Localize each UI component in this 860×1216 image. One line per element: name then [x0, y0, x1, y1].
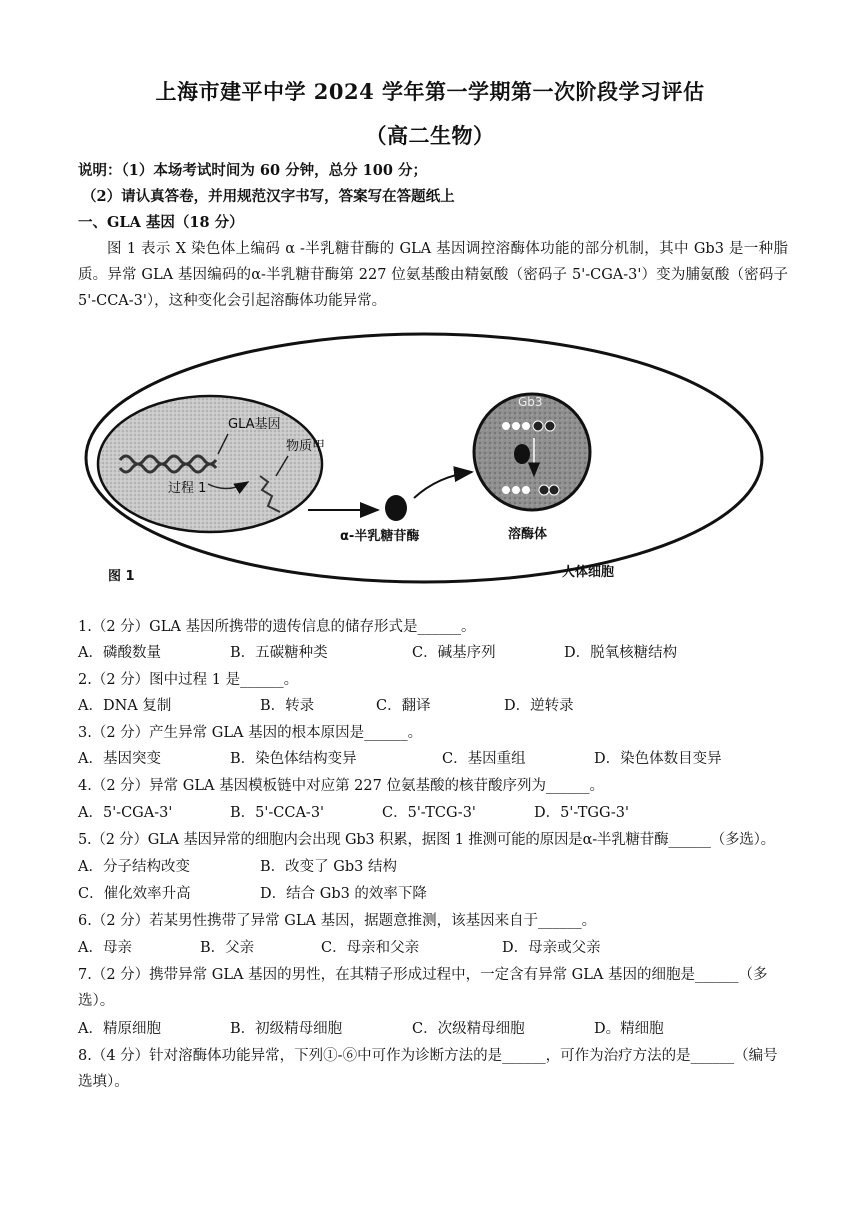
option-c: C．次级精母细胞 [412, 1021, 525, 1037]
option-a: A．磷酸数量 [78, 645, 161, 661]
option-c: C．催化效率升高 [78, 886, 191, 902]
question-2: 2.（2 分）图中过程 1 是______。 [78, 672, 299, 688]
option-b: B．染色体结构变异 [230, 751, 357, 767]
question-1: 1.（2 分）GLA 基因所携带的遗传信息的储存形式是______。 [78, 619, 476, 635]
lysosome [474, 394, 590, 510]
option-a: A．分子结构改变 [78, 859, 190, 875]
option-d: D．5'-TGG-3' [534, 805, 629, 821]
option-b: B．五碳糖种类 [230, 645, 328, 661]
option-b: B．5'-CCA-3' [230, 805, 325, 821]
option-c: C．母亲和父亲 [321, 940, 420, 956]
option-a: A．母亲 [78, 940, 132, 956]
page-subtitle: （高二生物） [365, 123, 495, 148]
section-intro: 图 1 表示 X 染色体上编码 α -半乳糖苷酶的 GLA 基因调控溶酶体功能的部分机制，其中 Gb3 是一种脂质。异常 GLA 基因编码的α-半乳糖苷酶第 227 位氨基酸由精氨酸（密码子 5'-CGA-3'）变为脯氨酸（密码子 5'-CCA-3'），这种变化会引起溶酶体功能异常。 [78, 241, 788, 309]
label-cell: 人体细胞 [562, 565, 615, 580]
option-d: D．染色体数目变异 [594, 751, 722, 767]
question-1-options [78, 640, 790, 666]
label-gb3: Gb3 [518, 395, 543, 409]
question-7: 7.（2 分）携带异常 GLA 基因的男性，在其精子形成过程中，一定含有异常 GLA 基因的细胞是______（多选）。 [78, 967, 768, 1009]
option-a: A．基因突变 [78, 751, 161, 767]
option-b: B．转录 [260, 698, 315, 714]
option-d: D。精细胞 [594, 1021, 664, 1037]
option-b: B．父亲 [200, 940, 255, 956]
label-process-1: 过程 1 [168, 481, 207, 496]
option-d: D．脱氧核糖结构 [564, 645, 678, 661]
label-figure-1: 图 1 [108, 569, 135, 584]
option-d: D．母亲或父亲 [502, 940, 601, 956]
option-d: D．逆转录 [504, 698, 574, 714]
option-c: C．碱基序列 [412, 645, 496, 661]
question-8: 8.（4 分）针对溶酶体功能异常，下列①-⑥中可作为诊断方法的是______，可作为治疗方法的是______（编号选填）。 [78, 1048, 778, 1090]
instruction-line-2: （2）请认真答卷，并用规范汉字书写，答案写在答题纸上 [82, 188, 455, 205]
option-a: A．DNA 复制 [78, 698, 172, 714]
enzyme-in-lysosome-icon [514, 444, 530, 464]
enzyme-icon [385, 495, 407, 521]
option-b: B．改变了 Gb3 结构 [260, 859, 397, 875]
question-2-options [78, 693, 790, 719]
section-heading: 一、GLA 基因（18 分） [78, 214, 244, 231]
question-5-options-row-2 [78, 881, 790, 907]
option-c: C．5'-TCG-3' [382, 805, 476, 821]
question-6-options [78, 935, 790, 961]
figure-1 [78, 326, 788, 594]
question-5: 5.（2 分）GLA 基因异常的细胞内会出现 Gb3 积累，据图 1 推测可能的原因是α-半乳糖苷酶______（多选）。 [78, 832, 775, 848]
option-a: A．精原细胞 [78, 1021, 161, 1037]
question-5-options-row-1 [78, 854, 790, 880]
page-title: 上海市建平中学 2024 学年第一学期第一次阶段学习评估 [155, 79, 705, 104]
option-c: C．基因重组 [442, 751, 526, 767]
label-lysosome: 溶酶体 [508, 527, 548, 542]
option-d: D．结合 Gb3 的效率下降 [260, 886, 427, 902]
question-4: 4.（2 分）异常 GLA 基因模板链中对应第 227 位氨基酸的核苷酸序列为______。 [78, 778, 604, 794]
label-enzyme: α-半乳糖苷酶 [340, 529, 420, 544]
option-a: A．5'-CGA-3' [78, 805, 173, 821]
instruction-line-1: 说明：（1）本场考试时间为 60 分钟，总分 100 分； [78, 162, 427, 179]
question-7-options [78, 1016, 790, 1042]
label-gla-gene: GLA基因 [228, 417, 281, 432]
option-b: B．初级精母细胞 [230, 1021, 343, 1037]
option-c: C．翻译 [376, 698, 431, 714]
question-3: 3.（2 分）产生异常 GLA 基因的根本原因是______。 [78, 725, 423, 741]
question-3-options [78, 746, 790, 772]
question-6: 6.（2 分）若某男性携带了异常 GLA 基因，据题意推测，该基因来自于______。 [78, 913, 597, 929]
question-4-options [78, 800, 790, 826]
label-substance: 物质甲 [286, 439, 326, 454]
